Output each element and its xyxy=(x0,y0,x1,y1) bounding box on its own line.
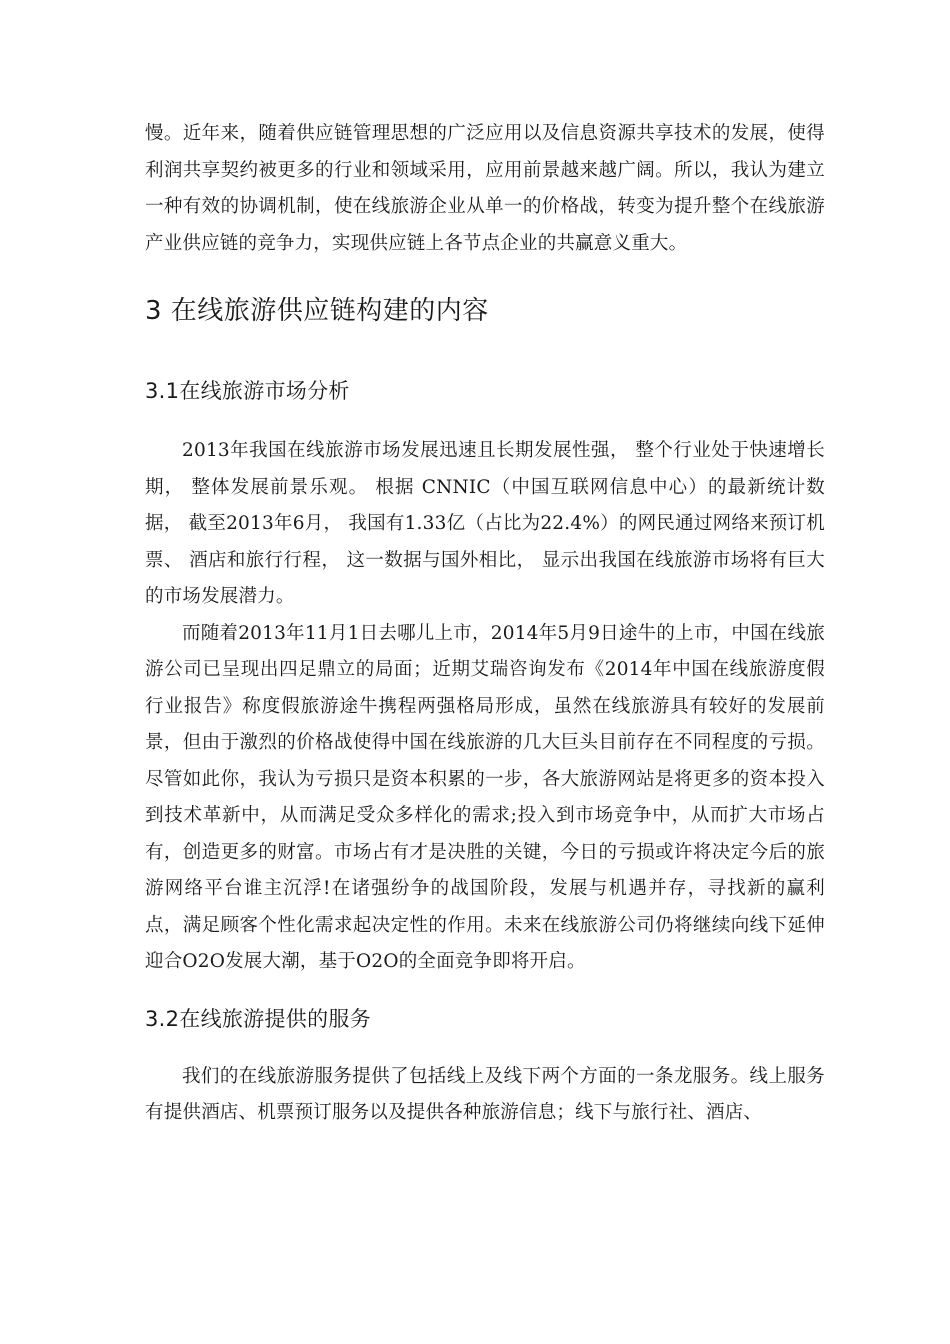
services-paragraph-1: 我们的在线旅游服务提供了包括线上及线下两个方面的一条龙服务。线上服务有提供酒店、机票预订服务以及提供各种旅游信息；线下与旅行社、酒店、 xyxy=(145,1065,825,1123)
document-body xyxy=(145,116,825,1132)
continued-paragraph: 慢。近年来，随着供应链管理思想的广泛应用以及信息资源共享技术的发展，使得利润共享契约被更多的行业和领域采用，应用前景越来越广阔。所以，我认为建立一种有效的协调机制，使在线旅游企业从单一的价格战，转变为提升整个在线旅游产业供应链的竞争力，实现供应链上各节点企业的共赢意义重大。 xyxy=(145,123,825,254)
market-analysis-paragraph-1: 2013年我国在线旅游市场发展迅速且长期发展性强， 整个行业处于快速增长期， 整体发展前景乐观。 根据 CNNIC（中国互联网信息中心）的最新统计数据， 截至2013年6月， 我国有1.33亿（占比为22.4%）的网民通过网络来预订机票、 酒店和旅行行程， 这一数据与国外相比， 显示出我国在线旅游市场将有巨大的市场发展潜力。 xyxy=(145,440,825,607)
subsection-heading-3-1: 3.1在线旅游市场分析 xyxy=(145,379,350,403)
section-heading-3: 3 在线旅游供应链构建的内容 xyxy=(145,296,489,326)
subsection-heading-3-2: 3.2在线旅游提供的服务 xyxy=(145,1006,371,1031)
market-analysis-paragraph-2: 而随着2013年11月1日去哪儿上市，2014年5月9日途牛的上市，中国在线旅游公司已呈现出四足鼎立的局面；近期艾瑞咨询发布《2014年中国在线旅游度假行业报告》称度假旅游途牛携程两强格局形成，虽然在线旅游具有较好的发展前景，但由于激烈的价格战使得中国在线旅游的几大巨头目前存在不同程度的亏损。尽管如此你，我认为亏损只是资本积累的一步，各大旅游网站是将更多的资本投入到技术革新中，从而满足受众多样化的需求;投入到市场竞争中，从而扩大市场占有，创造更多的财富。市场占有才是决胜的关键，今日的亏损或许将决定今后的旅游网络平台谁主沉浮!在诸强纷争的战国阶段，发展与机遇并存，寻找新的赢利点，满足顾客个性化需求起决定性的作用。未来在线旅游公司仍将继续向线下延伸迎合O2O发展大潮，基于O2O的全面竞争即将开启。 xyxy=(145,622,825,972)
